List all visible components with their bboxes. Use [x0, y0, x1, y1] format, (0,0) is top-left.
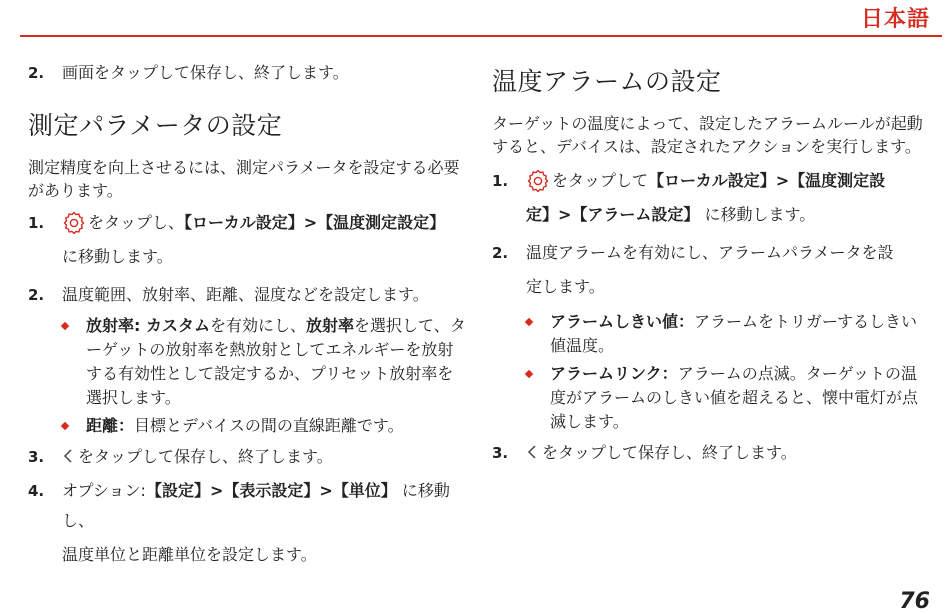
- step-text: 温度アラームを有効にし、アラームパラメータを設: [526, 243, 894, 262]
- bullet-marker: [525, 318, 533, 326]
- step-1: [28, 208, 466, 276]
- bullet-text-2: を選択して、ターゲットの放射率を熱放射としてエネルギーを放射する有効性として設定するか、プリセット放射率を選択します。: [86, 316, 466, 407]
- bullet-term: アラームしきい値：: [550, 312, 695, 331]
- menu-path-cont: 定】>【アラーム設定】: [526, 205, 700, 224]
- step-text-line2: に移動します。: [62, 247, 173, 266]
- step-text: をタップして: [552, 171, 649, 190]
- step-text-line2: 定します。: [526, 277, 605, 296]
- bullet-list: [492, 310, 924, 434]
- left-column: [28, 58, 466, 578]
- step-text: 温度範囲、放射率、距離、湿度などを設定します。: [62, 285, 429, 304]
- bullet-marker: [525, 370, 533, 378]
- step-number: 3.: [492, 444, 509, 462]
- page-number: 76: [899, 589, 930, 614]
- bullet-term-2: 放射率: [306, 316, 355, 335]
- step-text-line2: [526, 196, 924, 234]
- step-text: をタップし、: [88, 213, 185, 232]
- right-column: [492, 58, 924, 472]
- bullet-term: 距離：: [86, 416, 135, 435]
- section-title-temp-alarm: 温度アラームの設定: [492, 67, 722, 96]
- step-number: 1.: [492, 172, 509, 190]
- step-text: をタップして保存し、終了します。: [78, 447, 333, 466]
- bullet-text: アラームをトリガーするしきい値温度。: [550, 312, 918, 355]
- gear-icon: [526, 168, 550, 192]
- step-text: をタップして保存し、終了します。: [542, 443, 797, 462]
- step-3: [492, 438, 924, 468]
- step-text: オプション:: [62, 481, 146, 500]
- bullet-marker: [61, 422, 69, 430]
- step-number: 3.: [28, 448, 45, 466]
- step-number: 4.: [28, 482, 45, 500]
- section-title-measure-params: 測定パラメータの設定: [28, 111, 283, 140]
- menu-path: 【設定】>【表示設定】>【単位】: [145, 481, 397, 500]
- step-number: 2.: [28, 286, 45, 304]
- bullet-text: を有効にし、: [209, 316, 306, 335]
- gear-icon: [62, 210, 86, 234]
- bullet-text: アラームの点滅。ターゲットの温度がアラームのしきい値を超えると、懐中電灯が点滅します。: [550, 364, 919, 431]
- section-intro: ターゲットの温度によって、設定したアラームルールが起動すると、デバイスは、設定されたアクションを実行します。: [492, 114, 923, 156]
- step-text-post: に移動します。: [704, 205, 816, 224]
- bullet-distance: [60, 414, 466, 438]
- step-text: 画面をタップして保存し、終了します。: [62, 63, 349, 82]
- header-rule: [20, 35, 942, 37]
- back-icon: [526, 444, 538, 460]
- bullet-emissivity: [60, 314, 466, 410]
- language-label: 日本語: [860, 7, 930, 32]
- step-2-prev: [28, 58, 466, 88]
- bullet-alarm-link: [524, 362, 924, 434]
- step-text-post: に移動し、: [62, 481, 450, 530]
- bullet-text: 目標とデバイスの間の直線距離です。: [134, 416, 404, 435]
- back-icon: [62, 448, 74, 464]
- step-1: [492, 166, 924, 234]
- bullet-term: アラームリンク：: [550, 364, 678, 383]
- menu-path: 【ローカル設定】>【温度測定設: [648, 171, 886, 190]
- step-3: [28, 442, 466, 472]
- step-4: [28, 476, 466, 574]
- step-2: [492, 238, 924, 306]
- bullet-marker: [61, 322, 69, 330]
- bullet-list: [28, 314, 466, 438]
- step-number: 1.: [28, 214, 45, 232]
- step-number: 2.: [492, 244, 509, 262]
- step-2: [28, 280, 466, 310]
- menu-path: 【ローカル設定】>【温度測定設定】: [184, 213, 446, 232]
- bullet-term: 放射率: カスタム: [86, 316, 210, 335]
- step-text-line2: 温度単位と距離単位を設定します。: [62, 545, 317, 564]
- step-number: 2.: [28, 64, 45, 82]
- bullet-alarm-threshold: [524, 310, 924, 358]
- section-intro: 測定精度を向上させるには、測定パラメータを設定する必要があります。: [28, 158, 460, 200]
